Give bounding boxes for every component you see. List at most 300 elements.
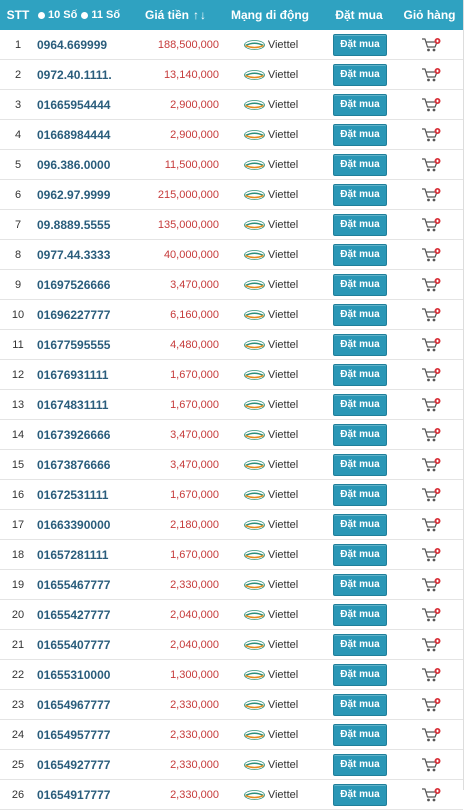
phone-number[interactable]: 01677595555 <box>37 337 111 352</box>
cart-cell <box>399 217 462 233</box>
price: 13,140,000 <box>163 68 219 81</box>
row-stt: 26 <box>11 788 25 801</box>
shopping-cart-icon[interactable] <box>421 247 441 263</box>
label-11-digits[interactable]: 11 Số <box>91 9 121 21</box>
cart-cell <box>399 307 462 323</box>
phone-number[interactable]: 01654967777 <box>37 697 111 712</box>
phone-number[interactable]: 01697526666 <box>37 277 111 292</box>
carrier-cell <box>221 579 321 591</box>
table-row <box>0 120 463 150</box>
phone-number[interactable]: 01663390000 <box>37 517 111 532</box>
shopping-cart-icon[interactable] <box>421 127 441 143</box>
shopping-cart-icon[interactable] <box>421 487 441 503</box>
phone-number[interactable]: 01672531111 <box>37 487 109 502</box>
shopping-cart-icon[interactable] <box>421 457 441 473</box>
shopping-cart-icon[interactable] <box>421 787 441 803</box>
order-button[interactable]: Đặt mua <box>333 154 386 176</box>
table-row <box>0 750 463 780</box>
buy-cell <box>321 94 399 116</box>
table-row <box>0 360 463 390</box>
order-button[interactable]: Đặt mua <box>333 514 386 536</box>
order-button[interactable]: Đặt mua <box>333 424 386 446</box>
row-stt: 20 <box>11 608 25 621</box>
phone-number[interactable]: 0962.97.9999 <box>37 187 111 202</box>
carrier-name: Viettel <box>267 458 299 471</box>
carrier-cell <box>221 429 321 441</box>
carrier-cell <box>221 789 321 801</box>
carrier-cell <box>221 699 321 711</box>
price: 40,000,000 <box>163 248 219 261</box>
shopping-cart-icon[interactable] <box>421 517 441 533</box>
carrier-name: Viettel <box>267 308 299 321</box>
viettel-logo-icon <box>244 100 265 110</box>
shopping-cart-icon[interactable] <box>421 37 441 53</box>
cart-cell <box>399 337 462 353</box>
buy-cell <box>321 514 399 536</box>
order-button[interactable]: Đặt mua <box>333 94 386 116</box>
viettel-logo-icon <box>244 130 265 140</box>
carrier-name: Viettel <box>267 338 299 351</box>
table-row <box>0 720 463 750</box>
viettel-logo-icon <box>244 730 265 740</box>
cart-cell <box>399 607 462 623</box>
order-button[interactable]: Đặt mua <box>333 694 386 716</box>
buy-cell <box>321 184 399 206</box>
table-header <box>0 0 463 30</box>
viettel-logo-icon <box>244 460 265 470</box>
order-button[interactable]: Đặt mua <box>333 64 386 86</box>
shopping-cart-icon[interactable] <box>421 547 441 563</box>
order-button[interactable]: Đặt mua <box>333 544 386 566</box>
shopping-cart-icon[interactable] <box>421 217 441 233</box>
buy-cell <box>321 724 399 746</box>
carrier-cell <box>221 69 321 81</box>
buy-cell <box>321 424 399 446</box>
viettel-logo-icon <box>244 160 265 170</box>
row-stt: 22 <box>11 668 25 681</box>
carrier-cell <box>221 159 321 171</box>
carrier-cell <box>221 549 321 561</box>
row-stt: 16 <box>11 488 25 501</box>
price: 2,180,000 <box>170 518 219 531</box>
price: 2,330,000 <box>170 758 219 771</box>
cart-cell <box>399 727 462 743</box>
carrier-name: Viettel <box>267 668 299 681</box>
phone-number[interactable]: 09.8889.5555 <box>37 217 111 232</box>
cart-cell <box>399 757 462 773</box>
buy-cell <box>321 364 399 386</box>
row-stt: 18 <box>11 548 25 561</box>
carrier-name: Viettel <box>267 698 299 711</box>
carrier-cell <box>221 669 321 681</box>
carrier-cell <box>221 99 321 111</box>
order-button[interactable]: Đặt mua <box>333 214 386 236</box>
cart-cell <box>399 247 462 263</box>
buy-cell <box>321 454 399 476</box>
carrier-cell <box>221 639 321 651</box>
viettel-logo-icon <box>244 700 265 710</box>
price: 3,470,000 <box>170 278 219 291</box>
row-stt: 8 <box>14 248 22 261</box>
order-button[interactable]: Đặt mua <box>333 784 386 806</box>
carrier-name: Viettel <box>267 98 299 111</box>
carrier-name: Viettel <box>267 788 299 801</box>
phone-number[interactable]: 096.386.0000 <box>37 157 111 172</box>
carrier-name: Viettel <box>267 518 299 531</box>
price: 2,040,000 <box>170 608 219 621</box>
table-body <box>0 30 463 810</box>
carrier-name: Viettel <box>267 68 299 81</box>
carrier-cell <box>221 759 321 771</box>
cart-cell <box>399 787 462 803</box>
carrier-name: Viettel <box>267 758 299 771</box>
viettel-logo-icon <box>244 760 265 770</box>
table-row <box>0 450 463 480</box>
shopping-cart-icon[interactable] <box>421 697 441 713</box>
carrier-name: Viettel <box>267 38 299 51</box>
shopping-cart-icon[interactable] <box>421 577 441 593</box>
order-button[interactable]: Đặt mua <box>333 244 386 266</box>
phone-number[interactable]: 01673876666 <box>37 457 111 472</box>
price: 2,040,000 <box>170 638 219 651</box>
row-stt: 15 <box>11 458 25 471</box>
carrier-cell <box>221 729 321 741</box>
row-stt: 6 <box>14 188 22 201</box>
shopping-cart-icon[interactable] <box>421 667 441 683</box>
phone-number[interactable]: 0964.669999 <box>37 37 108 52</box>
phone-number[interactable]: 01696227777 <box>37 307 111 322</box>
shopping-cart-icon[interactable] <box>421 367 441 383</box>
phone-number[interactable]: 0972.40.1111. <box>37 67 112 82</box>
row-stt: 14 <box>11 428 25 441</box>
radio-11-digits[interactable] <box>81 12 88 19</box>
header-price-label: Giá tiền <box>144 8 189 22</box>
carrier-cell <box>221 39 321 51</box>
viettel-logo-icon <box>244 220 265 230</box>
viettel-logo-icon <box>244 370 265 380</box>
header-stt: STT <box>6 8 30 22</box>
price: 11,500,000 <box>164 158 219 171</box>
viettel-logo-icon <box>244 280 265 290</box>
order-button[interactable]: Đặt mua <box>333 274 386 296</box>
buy-cell <box>321 304 399 326</box>
carrier-name: Viettel <box>267 368 299 381</box>
price: 135,000,000 <box>157 218 219 231</box>
buy-cell <box>321 484 399 506</box>
viettel-logo-icon <box>244 400 265 410</box>
order-button[interactable]: Đặt mua <box>333 724 386 746</box>
order-button[interactable]: Đặt mua <box>333 454 386 476</box>
carrier-name: Viettel <box>267 128 299 141</box>
cart-cell <box>399 457 462 473</box>
cart-cell <box>399 697 462 713</box>
label-10-digits[interactable]: 10 Số <box>48 9 78 21</box>
carrier-name: Viettel <box>267 548 299 561</box>
order-button[interactable]: Đặt mua <box>333 754 386 776</box>
table-row <box>0 570 463 600</box>
carrier-name: Viettel <box>267 728 299 741</box>
buy-cell <box>321 244 399 266</box>
cart-cell <box>399 97 462 113</box>
table-row <box>0 90 463 120</box>
viettel-logo-icon <box>244 40 265 50</box>
table-row <box>0 630 463 660</box>
carrier-cell <box>221 519 321 531</box>
cart-cell <box>399 427 462 443</box>
row-stt: 1 <box>14 38 22 51</box>
row-stt: 2 <box>14 68 22 81</box>
cart-cell <box>399 547 462 563</box>
buy-cell <box>321 694 399 716</box>
price: 1,670,000 <box>170 488 219 501</box>
carrier-cell <box>221 189 321 201</box>
table-row <box>0 510 463 540</box>
carrier-cell <box>221 249 321 261</box>
table-row <box>0 30 463 60</box>
buy-cell <box>321 574 399 596</box>
price: 1,670,000 <box>170 548 219 561</box>
order-button[interactable]: Đặt mua <box>333 484 386 506</box>
table-row <box>0 600 463 630</box>
table-row <box>0 60 463 90</box>
table-row <box>0 390 463 420</box>
viettel-logo-icon <box>244 640 265 650</box>
row-stt: 9 <box>14 278 22 291</box>
price: 2,330,000 <box>170 698 219 711</box>
row-stt: 4 <box>14 128 22 141</box>
buy-cell <box>321 334 399 356</box>
carrier-name: Viettel <box>267 488 299 501</box>
viettel-logo-icon <box>244 610 265 620</box>
shopping-cart-icon[interactable] <box>421 727 441 743</box>
price: 3,470,000 <box>170 428 219 441</box>
price: 3,470,000 <box>170 458 219 471</box>
header-digit-filter <box>36 9 131 21</box>
shopping-cart-icon[interactable] <box>421 427 441 443</box>
price: 2,900,000 <box>170 98 219 111</box>
table-row <box>0 300 463 330</box>
price: 215,000,000 <box>157 188 219 201</box>
shopping-cart-icon[interactable] <box>421 607 441 623</box>
viettel-logo-icon <box>244 190 265 200</box>
cart-cell <box>399 187 462 203</box>
price: 2,330,000 <box>170 788 219 801</box>
viettel-logo-icon <box>244 580 265 590</box>
phone-number[interactable]: 01655427777 <box>37 607 111 622</box>
price: 1,300,000 <box>170 668 219 681</box>
table-row <box>0 180 463 210</box>
shopping-cart-icon[interactable] <box>421 397 441 413</box>
carrier-cell <box>221 309 321 321</box>
order-button[interactable]: Đặt mua <box>333 364 386 386</box>
row-stt: 7 <box>14 218 22 231</box>
order-button[interactable]: Đặt mua <box>333 124 386 146</box>
buy-cell <box>321 754 399 776</box>
viettel-logo-icon <box>244 550 265 560</box>
shopping-cart-icon[interactable] <box>421 277 441 293</box>
row-stt: 17 <box>11 518 25 531</box>
phone-number[interactable]: 01668984444 <box>37 127 111 142</box>
row-stt: 10 <box>11 308 25 321</box>
buy-cell <box>321 154 399 176</box>
buy-cell <box>321 274 399 296</box>
shopping-cart-icon[interactable] <box>421 187 441 203</box>
phone-number[interactable]: 01655310000 <box>37 667 111 682</box>
phone-number[interactable]: 01676931111 <box>37 367 109 382</box>
order-button[interactable]: Đặt mua <box>333 394 386 416</box>
cart-cell <box>399 157 462 173</box>
header-cart: Giỏ hàng <box>403 8 456 22</box>
header-buy: Đặt mua <box>335 8 383 22</box>
order-button[interactable]: Đặt mua <box>333 304 386 326</box>
row-stt: 25 <box>11 758 25 771</box>
carrier-name: Viettel <box>267 158 299 171</box>
phone-number[interactable]: 01674831111 <box>37 397 109 412</box>
carrier-cell <box>221 369 321 381</box>
table-row <box>0 150 463 180</box>
phone-number[interactable]: 01654957777 <box>37 727 111 742</box>
price: 2,330,000 <box>170 728 219 741</box>
table-row <box>0 540 463 570</box>
buy-cell <box>321 124 399 146</box>
table-row <box>0 690 463 720</box>
shopping-cart-icon[interactable] <box>421 637 441 653</box>
header-network: Mạng di động <box>231 8 309 22</box>
carrier-name: Viettel <box>267 398 299 411</box>
price: 6,160,000 <box>170 308 219 321</box>
carrier-name: Viettel <box>267 218 299 231</box>
shopping-cart-icon[interactable] <box>421 97 441 113</box>
order-button[interactable]: Đặt mua <box>333 634 386 656</box>
order-button[interactable]: Đặt mua <box>333 664 386 686</box>
phone-number[interactable]: 01654917777 <box>37 787 111 802</box>
order-button[interactable]: Đặt mua <box>333 604 386 626</box>
buy-cell <box>321 664 399 686</box>
viettel-logo-icon <box>244 340 265 350</box>
price: 1,670,000 <box>170 398 219 411</box>
cart-cell <box>399 577 462 593</box>
price: 188,500,000 <box>157 38 219 51</box>
phone-number[interactable]: 01655407777 <box>37 637 111 652</box>
buy-cell <box>321 34 399 56</box>
buy-cell <box>321 544 399 566</box>
table-row <box>0 480 463 510</box>
row-stt: 11 <box>12 338 24 351</box>
buy-cell <box>321 784 399 806</box>
shopping-cart-icon[interactable] <box>421 67 441 83</box>
carrier-cell <box>221 459 321 471</box>
table-row <box>0 420 463 450</box>
viettel-logo-icon <box>244 790 265 800</box>
phone-number[interactable]: 01657281111 <box>37 547 109 562</box>
carrier-cell <box>221 129 321 141</box>
radio-10-digits[interactable] <box>38 12 45 19</box>
order-button[interactable]: Đặt mua <box>333 574 386 596</box>
viettel-logo-icon <box>244 490 265 500</box>
price: 4,480,000 <box>170 338 219 351</box>
shopping-cart-icon[interactable] <box>421 307 441 323</box>
carrier-cell <box>221 609 321 621</box>
header-price <box>131 8 220 22</box>
price: 2,900,000 <box>170 128 219 141</box>
carrier-name: Viettel <box>267 608 299 621</box>
table-row <box>0 780 463 810</box>
buy-cell <box>321 64 399 86</box>
cart-cell <box>399 667 462 683</box>
row-stt: 21 <box>11 638 25 651</box>
price: 2,330,000 <box>170 578 219 591</box>
shopping-cart-icon[interactable] <box>421 157 441 173</box>
cart-cell <box>399 397 462 413</box>
viettel-logo-icon <box>244 70 265 80</box>
viettel-logo-icon <box>244 430 265 440</box>
phone-number[interactable]: 01673926666 <box>37 427 111 442</box>
carrier-cell <box>221 399 321 411</box>
table-row <box>0 240 463 270</box>
phone-number[interactable]: 0977.44.3333 <box>37 247 111 262</box>
row-stt: 23 <box>11 698 25 711</box>
phone-number[interactable]: 01654927777 <box>37 757 111 772</box>
price: 1,670,000 <box>170 368 219 381</box>
phone-number[interactable]: 01655467777 <box>37 577 111 592</box>
carrier-name: Viettel <box>267 578 299 591</box>
buy-cell <box>321 394 399 416</box>
cart-cell <box>399 367 462 383</box>
order-button[interactable]: Đặt mua <box>333 184 386 206</box>
carrier-cell <box>221 219 321 231</box>
table-row <box>0 270 463 300</box>
order-button[interactable]: Đặt mua <box>333 34 386 56</box>
sort-ascending-icon[interactable]: ↑ <box>193 8 199 22</box>
shopping-cart-icon[interactable] <box>421 337 441 353</box>
carrier-cell <box>221 339 321 351</box>
carrier-name: Viettel <box>267 638 299 651</box>
row-stt: 13 <box>11 398 25 411</box>
carrier-cell <box>221 489 321 501</box>
carrier-name: Viettel <box>267 428 299 441</box>
row-stt: 12 <box>11 368 25 381</box>
cart-cell <box>399 127 462 143</box>
viettel-logo-icon <box>244 520 265 530</box>
buy-cell <box>321 214 399 236</box>
row-stt: 3 <box>14 98 22 111</box>
table-row <box>0 660 463 690</box>
shopping-cart-icon[interactable] <box>421 757 441 773</box>
buy-cell <box>321 604 399 626</box>
carrier-name: Viettel <box>267 248 299 261</box>
sort-descending-icon[interactable]: ↓ <box>200 8 206 22</box>
viettel-logo-icon <box>244 250 265 260</box>
cart-cell <box>399 637 462 653</box>
carrier-name: Viettel <box>267 188 299 201</box>
cart-cell <box>399 487 462 503</box>
cart-cell <box>399 67 462 83</box>
viettel-logo-icon <box>244 670 265 680</box>
cart-cell <box>399 517 462 533</box>
table-row <box>0 210 463 240</box>
cart-cell <box>399 277 462 293</box>
row-stt: 5 <box>14 158 22 171</box>
table-row <box>0 330 463 360</box>
viettel-logo-icon <box>244 310 265 320</box>
phone-number[interactable]: 01665954444 <box>37 97 111 112</box>
order-button[interactable]: Đặt mua <box>333 334 386 356</box>
row-stt: 24 <box>11 728 25 741</box>
carrier-cell <box>221 279 321 291</box>
row-stt: 19 <box>11 578 25 591</box>
carrier-name: Viettel <box>267 278 299 291</box>
buy-cell <box>321 634 399 656</box>
